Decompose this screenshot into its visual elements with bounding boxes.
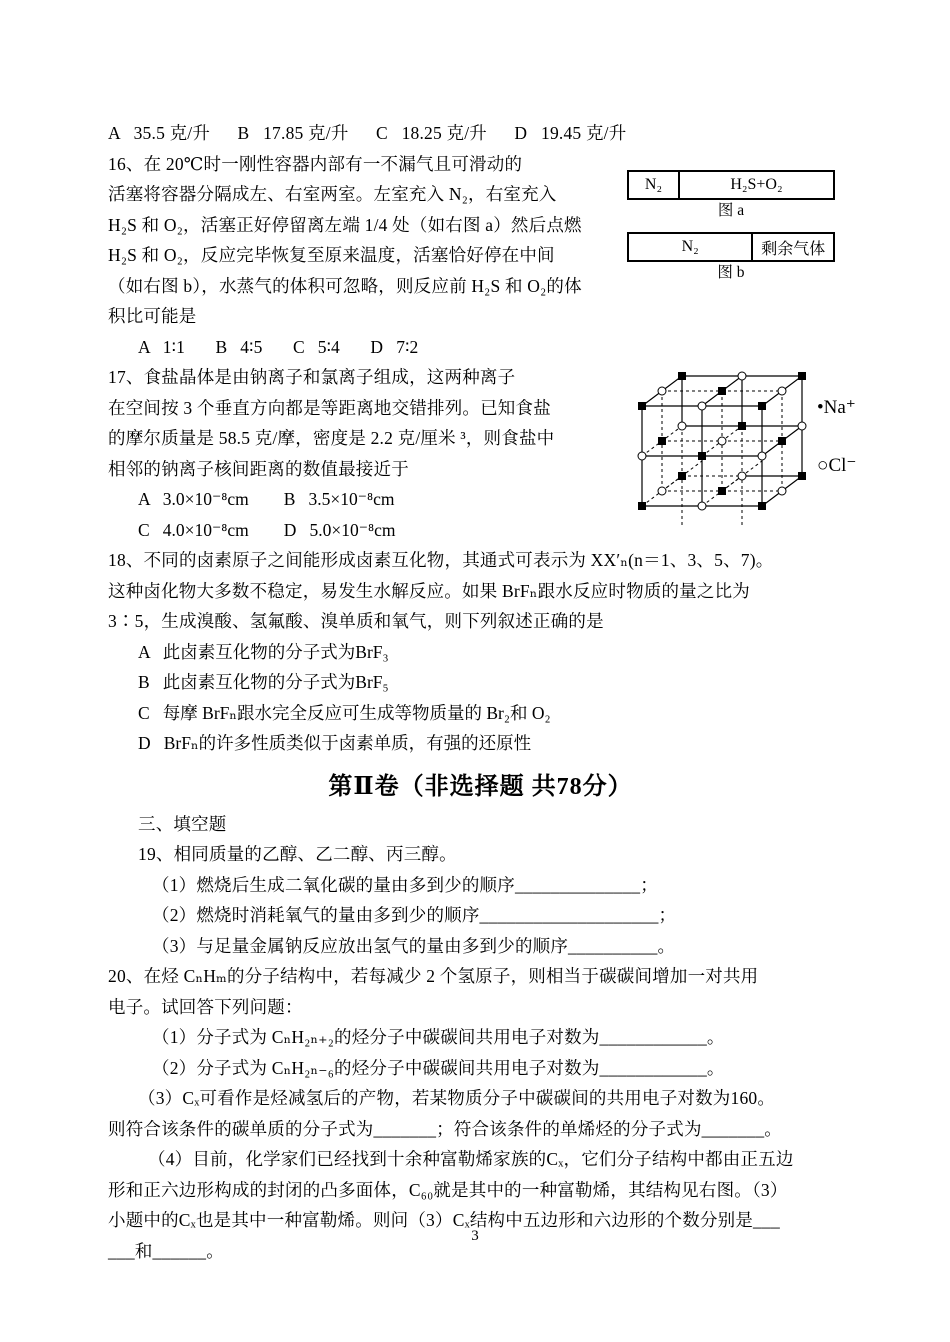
- q18-option-a: A 此卤素互化物的分子式为BrF₃: [138, 641, 389, 662]
- figure-b-box: [627, 232, 835, 262]
- nacl-crystal-figure: [634, 358, 857, 528]
- q20-item-3-line-1: 则符合该条件的碳单质的分子式为_______；符合该条件的单烯烃的分子式为_______。: [108, 1118, 782, 1139]
- question-17: [108, 362, 628, 484]
- q20-item-4-line-1: 形和正六边形构成的封闭的凸多面体，C₆₀就是其中的一种富勒烯，其结构见右图。（3）: [108, 1179, 788, 1200]
- q17-line-1: 在空间按 3 个垂直方向都是等距离地交错排列。已知食盐: [108, 397, 551, 418]
- q18-option-b: B 此卤素互化物的分子式为BrF₅: [138, 672, 389, 692]
- q20-item-1: （1）分子式为 CₙH₂ₙ₊₂的烃分子中碳碳间共用电子对数为____________。: [152, 1027, 725, 1047]
- q20-item-3-line-0: （3）Cₓ可看作是烃减氢后的产物，若某物质分子中碳碳间的共用电子对数为160。: [138, 1088, 776, 1108]
- section-3-label: 三、填空题: [138, 813, 227, 834]
- q17-line-0: 17、食盐晶体是由钠离子和氯离子组成，这两种离子: [108, 367, 516, 387]
- q20-item-4-line-3: ___和______。: [108, 1240, 224, 1261]
- figure-b-right-cell: 剩余气体: [761, 240, 826, 258]
- q17-options-row2: C 4.0×10⁻⁸cm D 5.0×10⁻⁸cm: [138, 519, 396, 540]
- question-19: [108, 839, 853, 961]
- lattice-nodes: [638, 372, 806, 510]
- page-number: 3: [471, 1228, 479, 1244]
- figure-a-right-cell: H₂S+O₂: [730, 176, 783, 193]
- q18-option-d: D BrFₙ的许多性质类似于卤素单质，有强的还原性: [138, 733, 532, 753]
- q19-item-2: （2）燃烧时消耗氧气的量由多到少的顺序____________________；: [152, 905, 677, 925]
- legend-sodium-ion: •Na⁺: [817, 397, 856, 418]
- section-2-title: 第Ⅱ卷（非选择题 共78分）: [328, 773, 633, 800]
- q16-line-2: H₂S 和 O₂，活塞正好停留离左端 1/4 处（如右图 a）然后点燃: [108, 214, 582, 235]
- q16-line-1: 活塞将容器分隔成左、右室两室。左室充入 N₂，右室充入: [108, 184, 557, 204]
- q16-options: A 1∶1 B 4∶5 C 5∶4 D 7∶2: [138, 336, 419, 357]
- q19-item-3: （3）与足量金属钠反应放出氢气的量由多到少的顺序__________。: [152, 935, 676, 956]
- q19-item-1: （1）燃烧后生成二氧化碳的量由多到少的顺序______________；: [152, 874, 658, 895]
- figure-a-caption: 图 a: [717, 202, 745, 219]
- q17-options-row1: A 3.0×10⁻⁸cm B 3.5×10⁻⁸cm: [138, 489, 395, 509]
- q18-option-c: C 每摩 BrFₙ跟水完全反应可生成等物质量的 Br₂和 O₂: [138, 702, 551, 723]
- figure-b-left-cell: N₂: [681, 238, 699, 255]
- q20-item-4-line-2: 小题中的Cₓ也是其中一种富勒烯。则问（3）Cₓ结构中五边形和六边形的个数分别是___: [108, 1210, 780, 1230]
- q18-line-1: 这种卤化物大多数不稳定，易发生水解反应。如果 BrFₙ跟水反应时物质的量之比为: [108, 580, 750, 601]
- q15-options: A 35.5 克/升 B 17.85 克/升 C 18.25 克/升 D 19.45 克/升: [108, 123, 627, 143]
- q18-line-2: 3∶5，生成溴酸、氢氟酸、溴单质和氧气，则下列叙述正确的是: [108, 611, 604, 631]
- page-content: [108, 118, 853, 1266]
- question-16: [108, 149, 628, 332]
- nacl-lattice-icon: [634, 358, 849, 528]
- q20-item-2: （2）分子式为 CₙH₂ₙ₋₆的烃分子中碳碳间共用电子对数为____________。: [152, 1057, 725, 1078]
- q17-line-3: 相邻的钠离子核间距离的数值最接近于: [108, 458, 409, 479]
- q16-line-0: 16、在 20℃时一刚性容器内部有一不漏气且可滑动的: [108, 153, 523, 174]
- q16-line-5: 积比可能是: [108, 306, 197, 326]
- gas-piston-figures: [627, 170, 835, 283]
- q19-stem: 19、相同质量的乙醇、乙二醇、丙三醇。: [138, 844, 457, 864]
- legend-chloride-ion: ○Cl⁻: [817, 455, 857, 476]
- q20-stem-line-1: 电子。试回答下列问题：: [108, 996, 303, 1017]
- q18-line-0: 18、不同的卤素原子之间能形成卤素互化物，其通式可表示为 XX′ₙ(n＝1、3、5、7)。: [108, 550, 774, 570]
- figure-a-box: [627, 170, 835, 200]
- figure-a-left-cell: N₂: [644, 176, 663, 193]
- figure-b-caption: 图 b: [717, 264, 745, 281]
- q16-line-4: （如右图 b），水蒸气的体积可忽略，则反应前 H₂S 和 O₂的体: [108, 275, 582, 296]
- q20-item-4-line-0: （4）目前，化学家们已经找到十余种富勒烯家族的Cₓ，它们分子结构中都由正五边: [148, 1149, 794, 1169]
- question-18: [108, 545, 853, 759]
- question-20: [108, 961, 853, 1266]
- q20-stem-line-0: 20、在烃 CₙHₘ的分子结构中，若每减少 2 个氢原子，则相当于碳碳间增加一对共用: [108, 966, 759, 986]
- q17-line-2: 的摩尔质量是 58.5 克/摩，密度是 2.2 克/厘米 ³，则食盐中: [108, 428, 555, 448]
- q16-line-3: H₂S 和 O₂，反应完毕恢复至原来温度，活塞恰好停在中间: [108, 245, 555, 265]
